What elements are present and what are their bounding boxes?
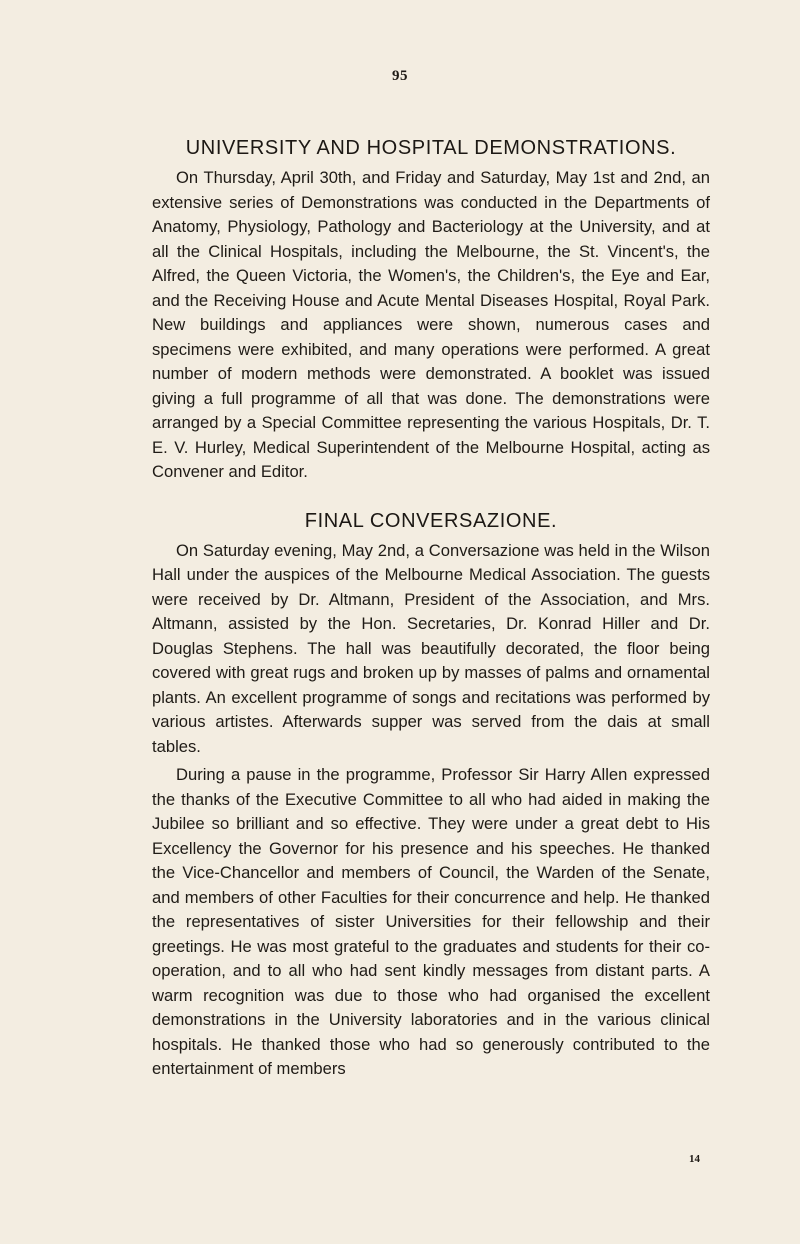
signature-mark: 14 [689, 1153, 700, 1165]
section-heading-demonstrations: UNIVERSITY AND HOSPITAL DEMONSTRATIONS. [185, 137, 677, 159]
paragraph-demonstrations: On Thursday, April 30th, and Friday and Saturday, May 1st and 2nd, an extensive series of Demonstrations was conducted in the Departments of Anatomy, Physiology, Pathology and Bacteriology at the University, and at all the Clinical Hospitals, including the Melbourne, the St. Vincent's, the Alfred, the Queen Victoria, the Women's, the Children's, the Eye and Ear, and the Receiving House and Acute Mental Diseases Hospital, Royal Park. New buildings and appliances were shown, numerous cases and specimens were exhibited, and many operations were performed. A great number of modern methods were demonstrated. A booklet was issued giving a full programme of all that was done. The demonstrations were arranged by a Special Committee representing the various Hospitals, Dr. T. E. V. Hurley, Medical Superintendent of the Melbourne Hospital, acting as Convener and Editor. [152, 168, 710, 481]
section-heading-conversazione: FINAL CONVERSAZIONE. [304, 509, 558, 532]
paragraph-conversazione-1: On Saturday evening, May 2nd, a Conversazione was held in the Wilson Hall under the auspices of the Melbourne Medical Association. The guests were received by Dr. Altmann, President of the Association, and Mrs. Altmann, assisted by the Hon. Secretaries, Dr. Konrad Hiller and Dr. Douglas Stephens. The hall was beautifully decorated, the floor being covered with great rugs and broken up by masses of palms and ornamental plants. An excellent programme of songs and recitations was performed by various artistes. Afterwards supper was served from the dais at small tables. [152, 540, 710, 756]
page-body [152, 134, 710, 1082]
page-number: 95 [392, 68, 408, 84]
paragraph-conversazione-2: During a pause in the programme, Professor Sir Harry Allen expressed the thanks of the Executive Committee to all who had aided in making the Jubilee so brilliant and so effective. They were under a great debt to His Excellency the Governor for his presence and his speeches. He thanked the Vice-Chancellor and members of Council, the Warden of the Senate, and members of other Faculties for their concurrence and help. He thanked the representatives of sister Universities for their fellowship and their greetings. He was most grateful to the graduates and students for their co-operation, and to all who had sent kindly messages from distant parts. A warm recognition was due to those who had organised the excellent demonstrations in the University laboratories and in the various clinical hospitals. He thanked those who had so generously contributed to the entertainment of members [152, 765, 710, 1078]
